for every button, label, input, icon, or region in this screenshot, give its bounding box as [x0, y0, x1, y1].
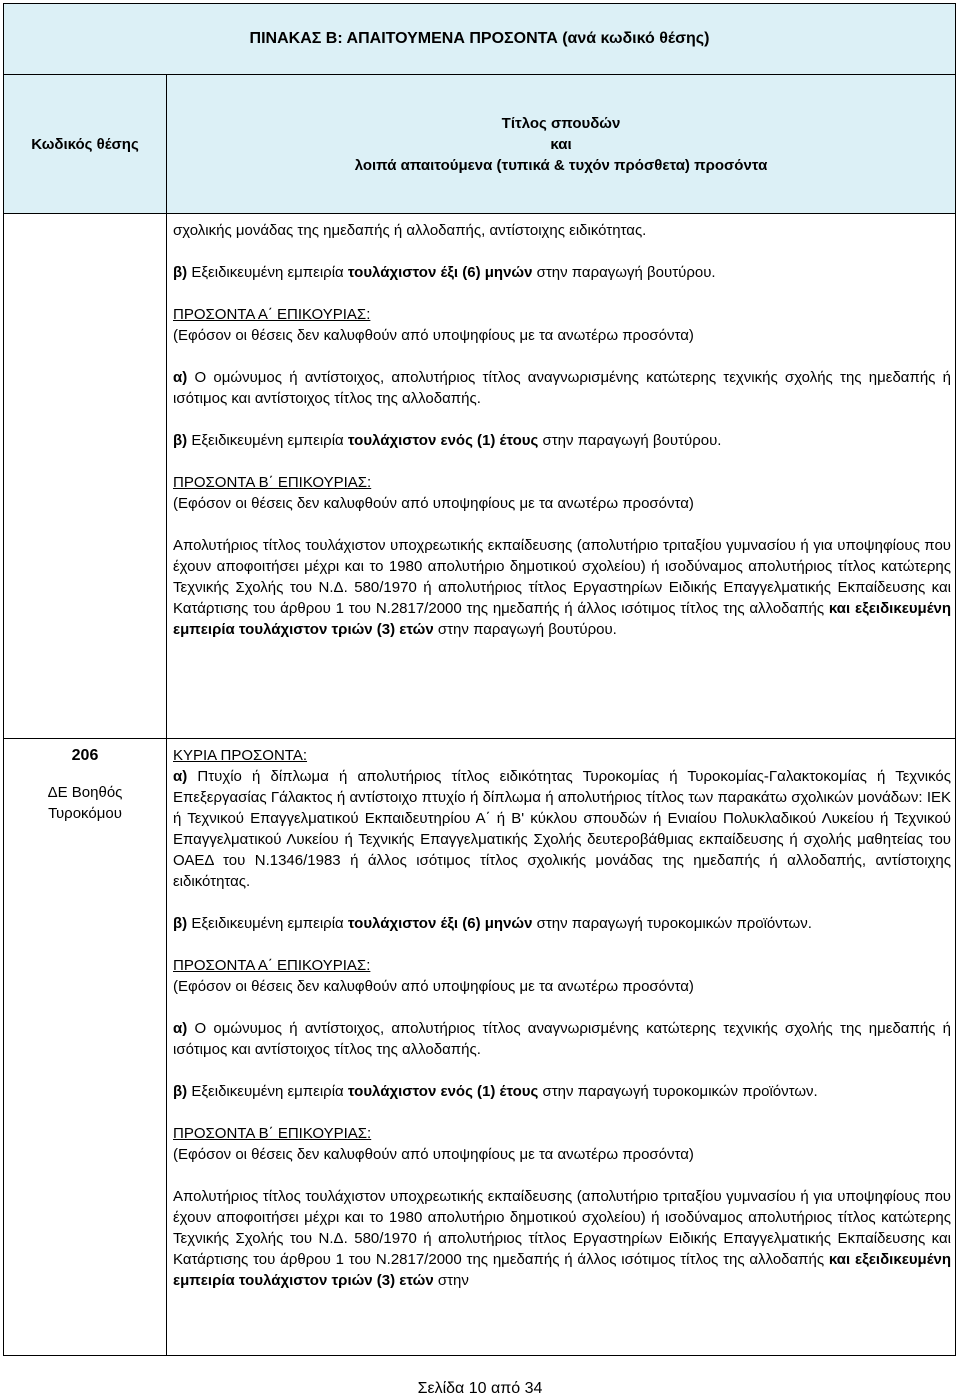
header-req-line2: και [550, 135, 572, 153]
header-code: Κωδικός θέσης [4, 75, 167, 214]
header-req-line3: λοιπά απαιτούμενα (τυπικά & τυχόν πρόσθετα) προσόντα [354, 156, 768, 174]
requirements-cell [167, 214, 956, 739]
section-note: (Εφόσον οι θέσεις δεν καλυφθούν από υποψηφίους με τα ανωτέρω προσόντα) [173, 495, 694, 512]
paragraph: β) Εξειδικευμένη εμπειρία τουλάχιστον ενός (1) έτους στην παραγωγή βουτύρου. [173, 432, 722, 449]
paragraph: α) Ο ομώνυμος ή αντίστοιχος, απολυτήριος τίτλος αναγνωρισμένης κατώτερης τεχνικής σχολής της ημεδαπής ή ισότιμος και αντίστοιχος τίτλος της αλλοδαπής. [173, 1020, 951, 1058]
paragraph: α) Πτυχίο ή δίπλωμα ή απολυτήριος τίτλος ειδικότητας Τυροκομίας ή Τυροκομίας-Γαλακτοκομίας ή Τεχνικός Επεξεργασίας Γάλακτος ή αντίστοιχο πτυχίο ή δίπλωμα ή απολυτήριος τίτλος των παρακάτω σχολικών μονάδων: ΙΕΚ ή Τεχνικού Επαγγελματικού Εκπαιδευτηρίου Α΄ ή Β' κύκλου σπουδών ή Ενιαίου Πολυκλαδικού Λυκείου ή Τεχνικού Επαγγελματικού Λυκείου ή Τεχνικής Επαγγελματικής Σχολής δευτεροβάθμιας εκπαίδευσης ή σχολής μαθητείας του ΟΑΕΔ του Ν.1346/1983 ή άλλος ισότιμος τίτλος σχολικής μονάδας της ημεδαπής ή αλλοδαπής, αντίστοιχης ειδικότητας. [173, 768, 951, 890]
paragraph: β) Εξειδικευμένη εμπειρία τουλάχιστον έξι (6) μηνών στην παραγωγή τυροκομικών προϊόντων. [173, 915, 812, 932]
paragraph: σχολικής μονάδας της ημεδαπής ή αλλοδαπής, αντίστοιχης ειδικότητας. [173, 222, 647, 239]
section-note: (Εφόσον οι θέσεις δεν καλυφθούν από υποψηφίους με τα ανωτέρω προσόντα) [173, 327, 694, 344]
requirements-table [3, 3, 956, 1356]
paragraph: β) Εξειδικευμένη εμπειρία τουλάχιστον ενός (1) έτους στην παραγωγή τυροκομικών προϊόντων. [173, 1083, 818, 1100]
position-name-line2: Τυροκόμου [48, 805, 122, 822]
paragraph: α) Ο ομώνυμος ή αντίστοιχος, απολυτήριος τίτλος αναγνωρισμένης κατώτερης τεχνικής σχολής της ημεδαπής ή ισότιμος και αντίστοιχος τίτλος της αλλοδαπής. [173, 369, 951, 407]
paragraph: Απολυτήριος τίτλος τουλάχιστον υποχρεωτικής εκπαίδευσης (απολυτήριο τριταξίου γυμνασίου ή για υποψηφίους που έχουν αποφοιτήσει μέχρι και το 1980 απολυτήριο δημοτικού σχολείου) ή ισοδύναμος απολυτήριος τίτλος κατώτερης Τεχνικής Σχολής του Ν.Δ. 580/1970 ή απολυτήριος τίτλος Εργαστηρίων Ειδικής Επαγγελματικής Εκπαίδευσης και Κατάρτισης του άρθρου 1 του Ν.2817/2000 της ημεδαπής ή άλλος ισότιμος τίτλος της αλλοδαπής και εξειδικευμένη εμπειρία τουλάχιστον τριών (3) ετών στην παραγωγή βουτύρου. [173, 537, 951, 638]
section-heading: ΠΡΟΣΟΝΤΑ Β΄ ΕΠΙΚΟΥΡΙΑΣ: [173, 474, 372, 491]
page-footer: Σελίδα 10 από 34 [417, 1380, 543, 1397]
section-heading: ΚΥΡΙΑ ΠΡΟΣΟΝΤΑ: [173, 747, 308, 764]
code-cell [4, 739, 167, 1356]
paragraph: β) Εξειδικευμένη εμπειρία τουλάχιστον έξι (6) μηνών στην παραγωγή βουτύρου. [173, 264, 716, 281]
section-heading: ΠΡΟΣΟΝΤΑ Α΄ ΕΠΙΚΟΥΡΙΑΣ: [173, 306, 371, 323]
requirements-cell [167, 739, 956, 1356]
header-req-line1: Τίτλος σπουδών [501, 114, 621, 132]
section-note: (Εφόσον οι θέσεις δεν καλυφθούν από υποψηφίους με τα ανωτέρω προσόντα) [173, 978, 694, 995]
header-requirements [167, 75, 956, 214]
section-note: (Εφόσον οι θέσεις δεν καλυφθούν από υποψηφίους με τα ανωτέρω προσόντα) [173, 1146, 694, 1163]
section-heading: ΠΡΟΣΟΝΤΑ Β΄ ΕΠΙΚΟΥΡΙΑΣ: [173, 1125, 372, 1142]
code-cell-empty [4, 214, 167, 739]
paragraph: Απολυτήριος τίτλος τουλάχιστον υποχρεωτικής εκπαίδευσης (απολυτήριο τριταξίου γυμνασίου ή για υποψηφίους που έχουν αποφοιτήσει μέχρι και το 1980 απολυτήριο δημοτικού σχολείου) ή ισοδύναμος απολυτήριος τίτλος κατώτερης Τεχνικής Σχολής του Ν.Δ. 580/1970 ή απολυτήριος τίτλος Εργαστηρίων Ειδικής Επαγγελματικής Εκπαίδευσης και Κατάρτισης του άρθρου 1 του Ν.2817/2000 της ημεδαπής ή άλλος ισότιμος τίτλος της αλλοδαπής και εξειδικευμένη εμπειρία τουλάχιστον τριών (3) ετών στην [173, 1188, 951, 1289]
position-code: 206 [71, 747, 99, 764]
table-title: ΠΙΝΑΚΑΣ Β: ΑΠΑΙΤΟΥΜΕΝΑ ΠΡΟΣΟΝΤΑ (ανά κωδικό θέσης) [4, 4, 956, 75]
section-heading: ΠΡΟΣΟΝΤΑ Α΄ ΕΠΙΚΟΥΡΙΑΣ: [173, 957, 371, 974]
position-name-line1: ΔΕ Βοηθός [47, 784, 123, 801]
